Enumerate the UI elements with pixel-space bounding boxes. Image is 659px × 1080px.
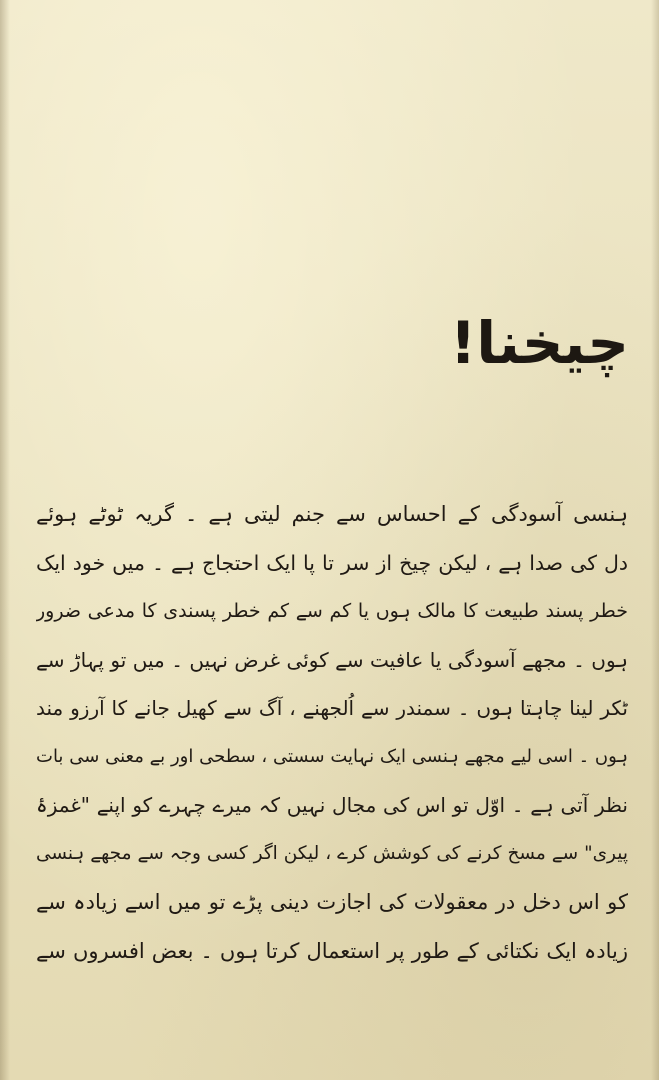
text-line: ہنسی آسودگی کے احساس سے جنم لیتی ہے ۔ گریہ ٹوٹے ہوئے xyxy=(36,502,628,526)
text-line: کو اس دخل در معقولات کی اجازت دینی پڑے تو میں اسے زیادہ سے xyxy=(36,890,628,914)
text-line: نظر آتی ہے ۔ اوّل تو اس کی مجال نہیں کہ میرے چہرے کو اپنے "غمزۂ xyxy=(36,793,628,817)
body-text xyxy=(36,490,628,1030)
text-line: ہوں ۔ مجھے آسودگی یا عافیت سے کوئی غرض نہیں ۔ میں تو پہاڑ سے xyxy=(36,647,628,672)
chapter-title: چیخنا! xyxy=(449,309,629,377)
text-line: خطر پسند طبیعت کا مالک ہوں یا کم سے کم خطر پسندی کا مدعی ضرور xyxy=(36,600,628,622)
text-line: پیری" سے مسخ کرنے کی کوشش کرے ، لیکن اگر کسی وجہ سے مجھے ہنسی xyxy=(36,842,628,864)
text-line: زیادہ ایک نکتائی کے طور پر استعمال کرتا ہوں ۔ بعض افسروں سے xyxy=(36,938,628,963)
text-line: ہوں ۔ اسی لیے مجھے ہنسی ایک نہایت سستی ، سطحی اور بے معنی سی بات xyxy=(36,745,628,767)
text-line: ٹکر لینا چاہتا ہوں ۔ سمندر سے اُلجھنے ، آگ سے کھیل جانے کا آرزو مند xyxy=(36,696,628,720)
text-line: دل کی صدا ہے ، لیکن چیخ از سر تا پا ایک احتجاج ہے ۔ میں خود ایک xyxy=(36,550,628,575)
